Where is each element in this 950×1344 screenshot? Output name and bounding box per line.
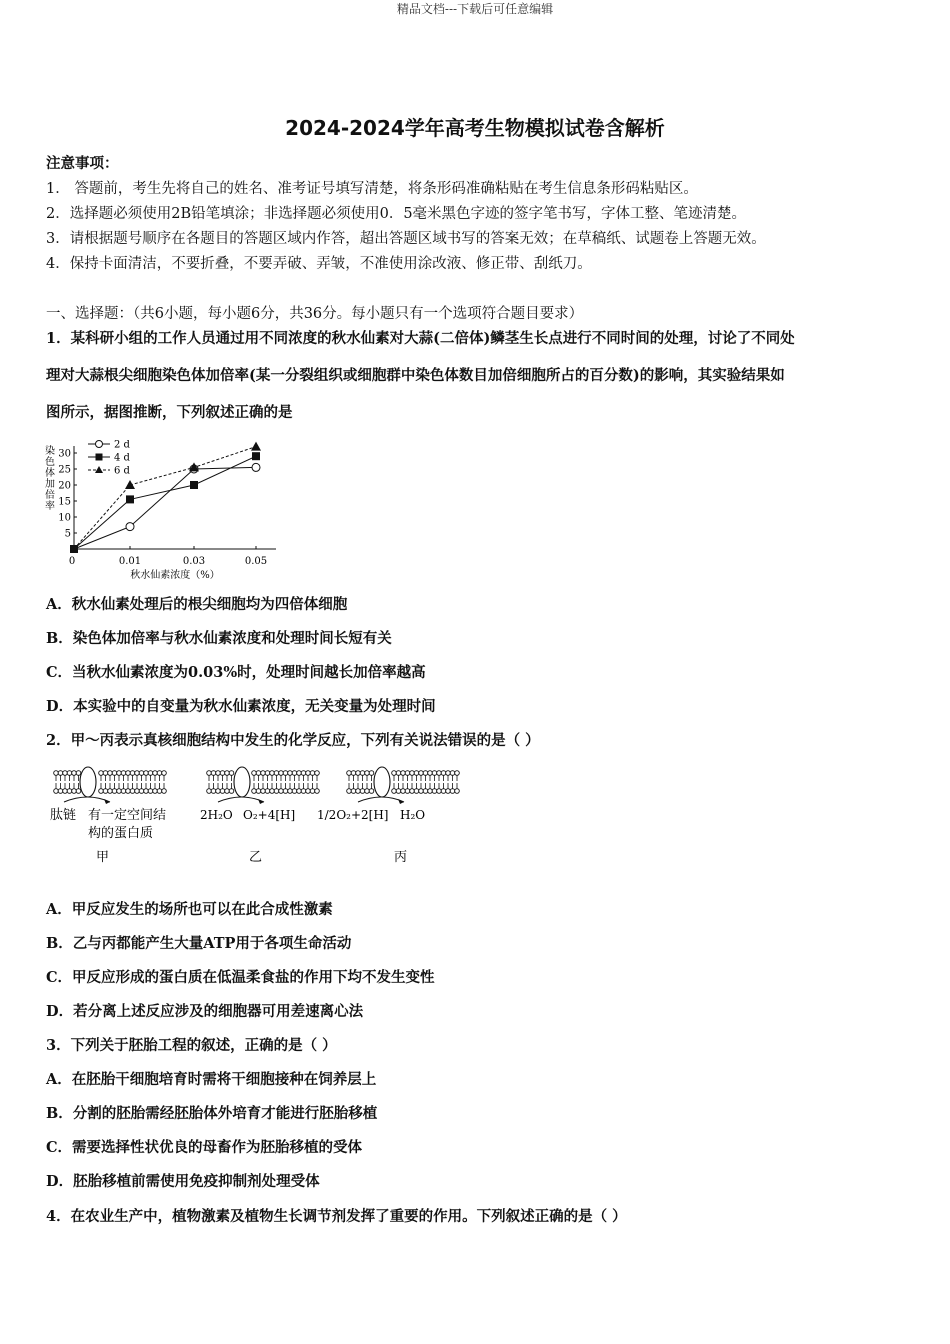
lipid-head: [58, 771, 63, 776]
membrane-protein: [80, 767, 96, 797]
lipid-head: [365, 789, 370, 794]
lipid-head: [153, 789, 158, 794]
point-circle: [126, 523, 134, 531]
lipid-head: [148, 771, 153, 776]
q3-option-c: C．需要选择性状优良的母畜作为胚胎移植的受体: [46, 1139, 363, 1156]
lipid-head: [265, 789, 270, 794]
lipid-head: [441, 789, 446, 794]
point-triangle: [125, 480, 135, 489]
lipid-head: [216, 789, 221, 794]
lipid-head: [207, 771, 212, 776]
bing-caption: 丙: [394, 850, 408, 865]
q3-option-d: D．胚胎移植前需使用免疫抑制剂处理受体: [46, 1173, 320, 1190]
lipid-head: [103, 789, 108, 794]
q1-option-a: A．秋水仙素处理后的根尖细胞均为四倍体细胞: [46, 596, 348, 613]
lipid-head: [252, 789, 257, 794]
lipid-head: [450, 771, 455, 776]
y-axis-label-char: 染: [45, 446, 55, 457]
lipid-head: [126, 771, 131, 776]
lipid-head: [419, 789, 424, 794]
yi-left-label: 2H₂O: [200, 808, 233, 822]
lipid-head: [288, 789, 293, 794]
lipid-head: [121, 771, 126, 776]
lipid-head: [455, 789, 460, 794]
lipid-head: [225, 771, 230, 776]
lipid-head: [455, 771, 460, 776]
lipid-head: [401, 771, 406, 776]
lipid-head: [117, 771, 122, 776]
lipid-head: [72, 771, 77, 776]
y-axis-label-char: 色: [45, 457, 55, 468]
lipid-head: [283, 771, 288, 776]
lipid-head: [297, 771, 302, 776]
lipid-head: [148, 789, 153, 794]
bing-left-label: 1/2O₂+2[H]: [317, 808, 389, 822]
lipid-head: [414, 771, 419, 776]
lipid-head: [347, 771, 352, 776]
lipid-head: [67, 789, 72, 794]
lipid-head: [356, 789, 361, 794]
lipid-head: [229, 771, 234, 776]
membrane-protein: [374, 767, 390, 797]
lipid-head: [288, 771, 293, 776]
lipid-head: [58, 789, 63, 794]
lipid-head: [315, 789, 320, 794]
lipid-head: [347, 789, 352, 794]
lipid-head: [76, 771, 81, 776]
lipid-head: [428, 771, 433, 776]
lipid-head: [265, 771, 270, 776]
lipid-head: [76, 789, 81, 794]
lipid-head: [135, 771, 140, 776]
lipid-head: [297, 789, 302, 794]
q1-stem-line-1: 1．某科研小组的工作人员通过用不同浓度的秋水仙素对大蒜(二倍体)鳞茎生长点进行不同时间的处理，讨论了不同处: [46, 330, 795, 347]
legend-marker-square: [96, 454, 103, 461]
lipid-head: [301, 771, 306, 776]
lipid-head: [369, 789, 374, 794]
lipid-head: [99, 771, 104, 776]
lipid-head: [279, 771, 284, 776]
lipid-head: [437, 771, 442, 776]
lipid-head: [310, 789, 315, 794]
q2-option-d: D．若分离上述反应涉及的细胞器可用差速离心法: [46, 1003, 364, 1020]
y-tick-label: 5: [64, 528, 71, 540]
section-heading: 一、选择题：（共6小题，每小题6分，共36分。每小题只有一个选项符合题目要求）: [46, 306, 584, 322]
x-tick-label: 0.01: [118, 556, 142, 567]
notice-heading: 注意事项：: [46, 155, 119, 172]
lipid-head: [306, 771, 311, 776]
lipid-head: [405, 771, 410, 776]
lipid-head: [153, 771, 158, 776]
lipid-head: [419, 771, 424, 776]
bing-right-label: H₂O: [400, 808, 426, 822]
lipid-head: [446, 771, 451, 776]
lipid-head: [256, 789, 261, 794]
jia-left-label: 肽链: [50, 808, 77, 823]
q1-stem-line-2: 理对大蒜根尖细胞染色体加倍率(某一分裂组织或细胞群中染色体数目加倍细胞所占的百分数)的影响，其实验结果如: [46, 367, 785, 384]
series-line-2: [74, 447, 256, 549]
y-axis-label-char: 倍: [45, 490, 55, 501]
lipid-head: [256, 771, 261, 776]
lipid-head: [351, 771, 356, 776]
point-triangle: [251, 442, 261, 451]
y-axis-label-char: 体: [45, 468, 55, 479]
lipid-head: [270, 789, 275, 794]
lipid-head: [63, 789, 68, 794]
q2-option-c: C．甲反应形成的蛋白质在低温柔食盐的作用下均不发生变性: [46, 969, 435, 986]
jia-right-label-1: 有一定空间结: [88, 808, 167, 823]
q1-option-c: C．当秋水仙素浓度为0.03%时，处理时间越长加倍率越高: [46, 664, 426, 681]
lipid-head: [414, 789, 419, 794]
lipid-head: [279, 789, 284, 794]
lipid-head: [432, 789, 437, 794]
lipid-head: [441, 771, 446, 776]
lipid-head: [112, 771, 117, 776]
lipid-head: [292, 771, 297, 776]
notice-item-4: 4．保持卡面清洁，不要折叠，不要弄破、弄皱，不准使用涂改液、修正带、刮纸刀。: [46, 256, 592, 272]
lipid-head: [216, 771, 221, 776]
lipid-head: [54, 771, 59, 776]
lipid-head: [446, 789, 451, 794]
legend-marker-circle: [96, 441, 103, 448]
q2-option-b: B．乙与丙都能产生大量ATP用于各项生命活动: [46, 935, 352, 952]
q1-option-d: D．本实验中的自变量为秋水仙素浓度，无关变量为处理时间: [46, 698, 436, 715]
series-line-0: [74, 467, 256, 549]
lipid-head: [351, 789, 356, 794]
lipid-head: [365, 771, 370, 776]
q4-stem: 4．在农业生产中，植物激素及植物生长调节剂发挥了重要的作用。下列叙述正确的是（ ）: [46, 1208, 627, 1225]
y-tick-label: 20: [58, 480, 71, 492]
lipid-head: [369, 771, 374, 776]
lipid-head: [301, 789, 306, 794]
jia-caption: 甲: [96, 850, 110, 865]
lipid-head: [130, 771, 135, 776]
lipid-head: [410, 789, 415, 794]
legend-label: 2 d: [114, 439, 130, 451]
q1-stem-line-3: 图所示，据图推断，下列叙述正确的是: [46, 404, 293, 421]
lipid-head: [428, 789, 433, 794]
lipid-head: [423, 789, 428, 794]
y-tick-label: 30: [58, 448, 71, 460]
lipid-head: [274, 789, 279, 794]
origin-point: [70, 545, 78, 553]
lipid-head: [144, 771, 149, 776]
jia-right-label-2: 构的蛋白质: [88, 826, 154, 841]
lipid-head: [139, 771, 144, 776]
lipid-head: [225, 789, 230, 794]
lipid-head: [261, 771, 266, 776]
lipid-head: [360, 771, 365, 776]
lipid-head: [126, 789, 131, 794]
lipid-head: [283, 789, 288, 794]
lipid-head: [292, 789, 297, 794]
lipid-head: [392, 789, 397, 794]
legend-label: 4 d: [114, 452, 130, 464]
membrane-protein: [234, 767, 250, 797]
yi-right-label: O₂+4[H]: [243, 808, 296, 822]
q3-option-b: B．分割的胚胎需经胚胎体外培育才能进行胚胎移植: [46, 1105, 378, 1122]
lipid-head: [108, 789, 113, 794]
lipid-head: [396, 771, 401, 776]
lipid-head: [220, 771, 225, 776]
lipid-head: [63, 771, 68, 776]
q2-membrane-figure: [44, 764, 464, 874]
point-square: [190, 481, 198, 489]
x-tick-label: 0.05: [244, 556, 268, 567]
q3-stem: 3．下列关于胚胎工程的叙述，正确的是（ ）: [46, 1037, 337, 1054]
y-axis-label-char: 加: [45, 479, 55, 490]
y-axis-label-char: 率: [45, 501, 55, 512]
lipid-head: [396, 789, 401, 794]
lipid-head: [157, 789, 162, 794]
lipid-head: [432, 771, 437, 776]
yi-caption: 乙: [249, 850, 263, 865]
lipid-head: [130, 789, 135, 794]
y-tick-label: 25: [58, 464, 71, 476]
notice-item-1: 1． 答题前，考生先将自己的姓名、准考证号填写清楚，将条形码准确粘贴在考生信息条形码粘贴区。: [46, 181, 698, 197]
point-square: [126, 495, 134, 503]
lipid-head: [144, 789, 149, 794]
lipid-head: [139, 789, 144, 794]
point-circle: [252, 463, 260, 471]
notice-item-3: 3．请根据题号顺序在各题目的答题区域内作答，超出答题区域书写的答案无效；在草稿纸、试题卷上答题无效。: [46, 231, 766, 247]
lipid-head: [112, 789, 117, 794]
lipid-head: [108, 771, 113, 776]
lipid-head: [117, 789, 122, 794]
header-note: 精品文档---下载后可任意编辑: [396, 2, 554, 16]
y-tick-label: 10: [58, 512, 71, 524]
lipid-head: [99, 789, 104, 794]
lipid-head: [401, 789, 406, 794]
lipid-head: [229, 789, 234, 794]
legend-label: 6 d: [114, 465, 130, 477]
x-axis-label: 秋水仙素浓度（%）: [130, 570, 220, 581]
lipid-head: [252, 771, 257, 776]
lipid-head: [437, 789, 442, 794]
lipid-head: [392, 771, 397, 776]
x-tick-label: 0.03: [182, 556, 206, 567]
lipid-head: [405, 789, 410, 794]
membrane-bing: [347, 767, 460, 804]
lipid-head: [261, 789, 266, 794]
lipid-head: [162, 771, 167, 776]
y-tick-label: 15: [58, 496, 71, 508]
lipid-head: [121, 789, 126, 794]
x-tick-label: 0: [68, 556, 76, 567]
reaction-arrow: [218, 797, 264, 802]
reaction-arrow: [64, 797, 110, 802]
lipid-head: [310, 771, 315, 776]
page-title: 2024-2024学年高考生物模拟试卷含解析: [285, 116, 665, 140]
lipid-head: [450, 789, 455, 794]
q3-option-a: A．在胚胎干细胞培育时需将干细胞接种在饲养层上: [46, 1071, 377, 1088]
notice-item-2: 2．选择题必须使用2B铅笔填涂；非选择题必须使用0．5毫米黑色字迹的签字笔书写，字体工整、笔迹清楚。: [46, 206, 747, 222]
membrane-yi: [207, 767, 320, 804]
lipid-head: [306, 789, 311, 794]
lipid-head: [211, 789, 216, 794]
point-square: [252, 452, 260, 460]
lipid-head: [211, 771, 216, 776]
q2-option-a: A．甲反应发生的场所也可以在此合成性激素: [46, 901, 333, 918]
lipid-head: [410, 771, 415, 776]
lipid-head: [315, 771, 320, 776]
lipid-head: [157, 771, 162, 776]
lipid-head: [72, 789, 77, 794]
reaction-arrow: [358, 797, 404, 802]
lipid-head: [360, 789, 365, 794]
q1-option-b: B．染色体加倍率与秋水仙素浓度和处理时间长短有关: [46, 630, 392, 647]
lipid-head: [103, 771, 108, 776]
lipid-head: [135, 789, 140, 794]
lipid-head: [162, 789, 167, 794]
lipid-head: [270, 771, 275, 776]
lipid-head: [54, 789, 59, 794]
lipid-head: [67, 771, 72, 776]
q2-stem: 2．甲～丙表示真核细胞结构中发生的化学反应，下列有关说法错误的是（ ）: [46, 732, 540, 749]
lipid-head: [220, 789, 225, 794]
membrane-jia: [54, 767, 167, 804]
lipid-head: [274, 771, 279, 776]
legend-marker-triangle: [95, 466, 103, 473]
lipid-head: [356, 771, 361, 776]
q1-line-chart: [40, 436, 285, 584]
lipid-head: [423, 771, 428, 776]
lipid-head: [207, 789, 212, 794]
